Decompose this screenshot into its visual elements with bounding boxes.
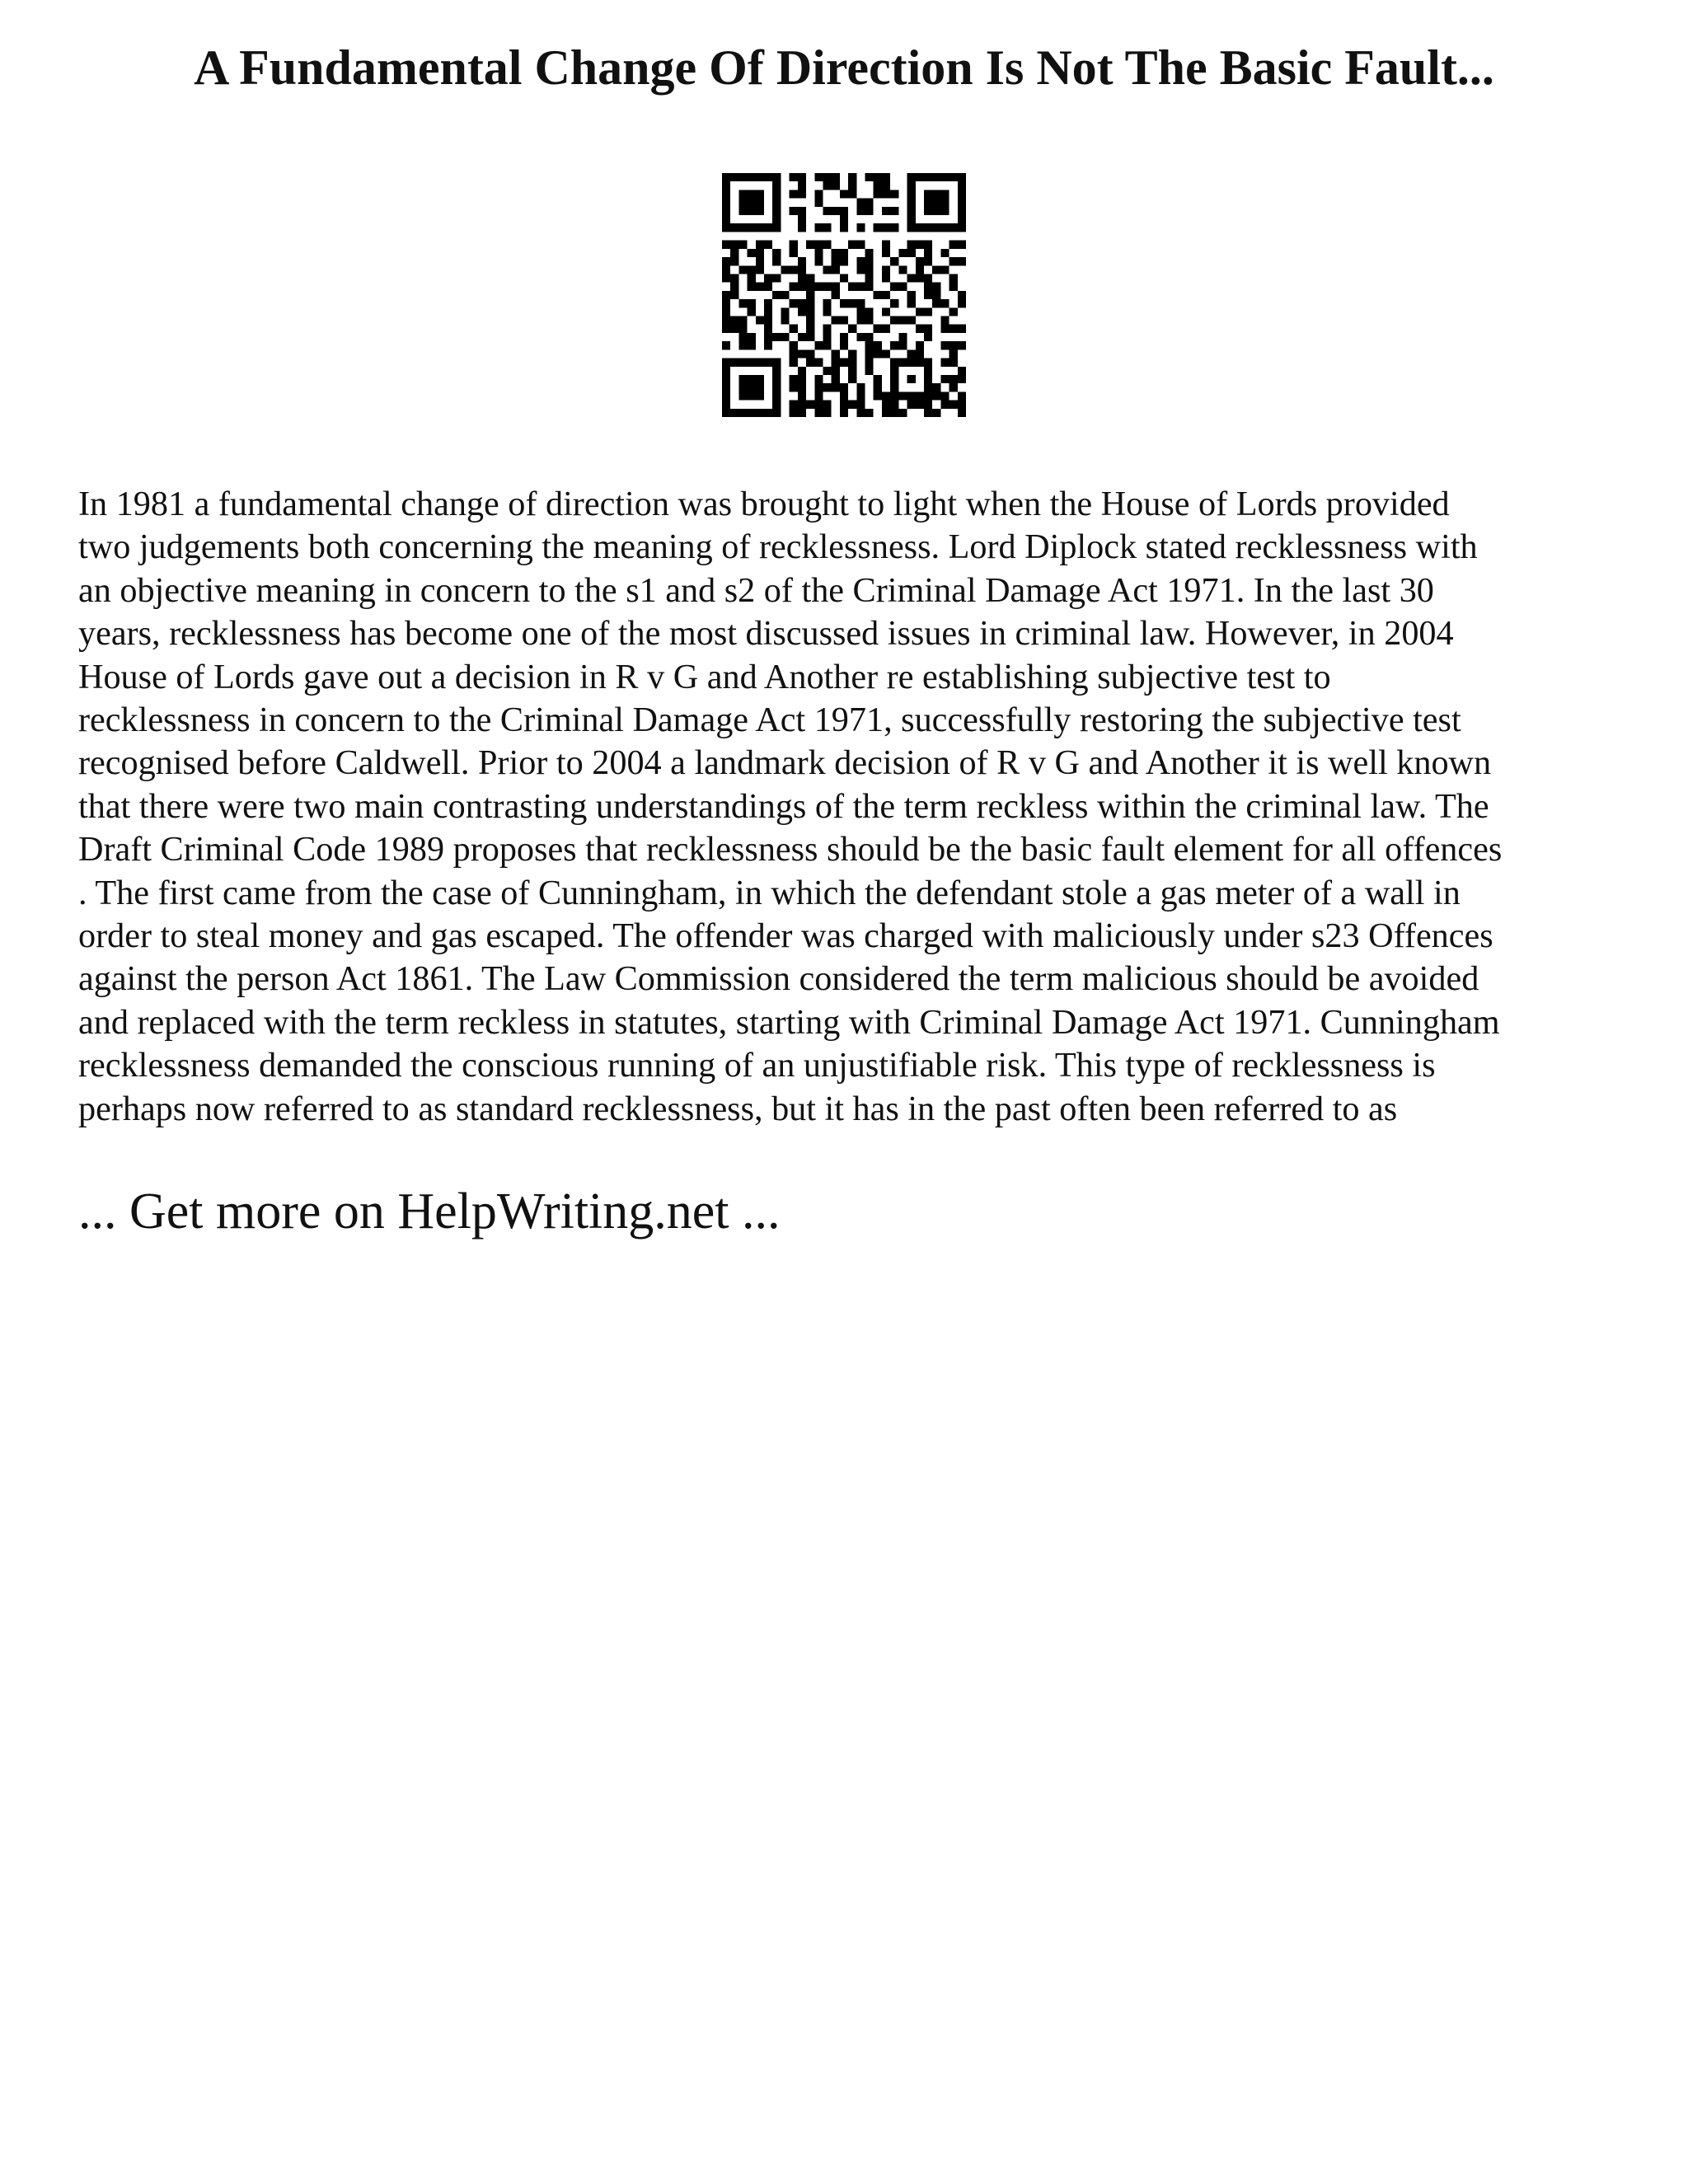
article-body [78,483,1628,1131]
body-line: perhaps now referred to as standard recklessness, but it has in the past often been referred to as [78,1089,1398,1128]
body-line: recklessness in concern to the Criminal Damage Act 1971, successfully restoring the subjective test [78,701,1461,740]
body-line: against the person Act 1861. The Law Commission considered the term malicious should be avoided [78,959,1479,999]
body-line: and replaced with the term reckless in statutes, starting with Criminal Damage Act 1971. Cunningham [78,1002,1500,1042]
page-title: A Fundamental Change Of Direction Is Not The Basic Fault... [194,40,1494,95]
body-line: an objective meaning in concern to the s1 and s2 of the Criminal Damage Act 1971. In the last 30 [78,570,1434,610]
body-line: recklessness demanded the conscious running of an unjustifiable risk. This type of recklessness is [78,1046,1436,1085]
body-line: that there were two main contrasting understandings of the term reckless within the criminal law. The [78,786,1489,826]
body-line: order to steal money and gas escaped. The offender was charged with maliciously under s23 Offences [78,916,1493,956]
get-more-link[interactable]: ... Get more on HelpWriting.net ... [78,1183,781,1240]
body-line: Draft Criminal Code 1989 proposes that recklessness should be the basic fault element for all offences [78,830,1503,869]
body-line: In 1981 a fundamental change of direction was brought to light when the House of Lords provided [78,485,1450,523]
body-line: two judgements both concerning the meaning of recklessness. Lord Diplock stated recklessness with [78,527,1478,567]
body-line: recognised before Caldwell. Prior to 2004 a landmark decision of R v G and Another it is well known [78,743,1492,783]
body-line: . The first came from the case of Cunningham, in which the defendant stole a gas meter of a wall in [78,873,1461,912]
body-line: years, recklessness has become one of the most discussed issues in criminal law. However, in 2004 [78,614,1454,654]
body-line: House of Lords gave out a decision in R v G and Another re establishing subjective test to [78,657,1331,696]
qr-code-icon [722,173,966,417]
